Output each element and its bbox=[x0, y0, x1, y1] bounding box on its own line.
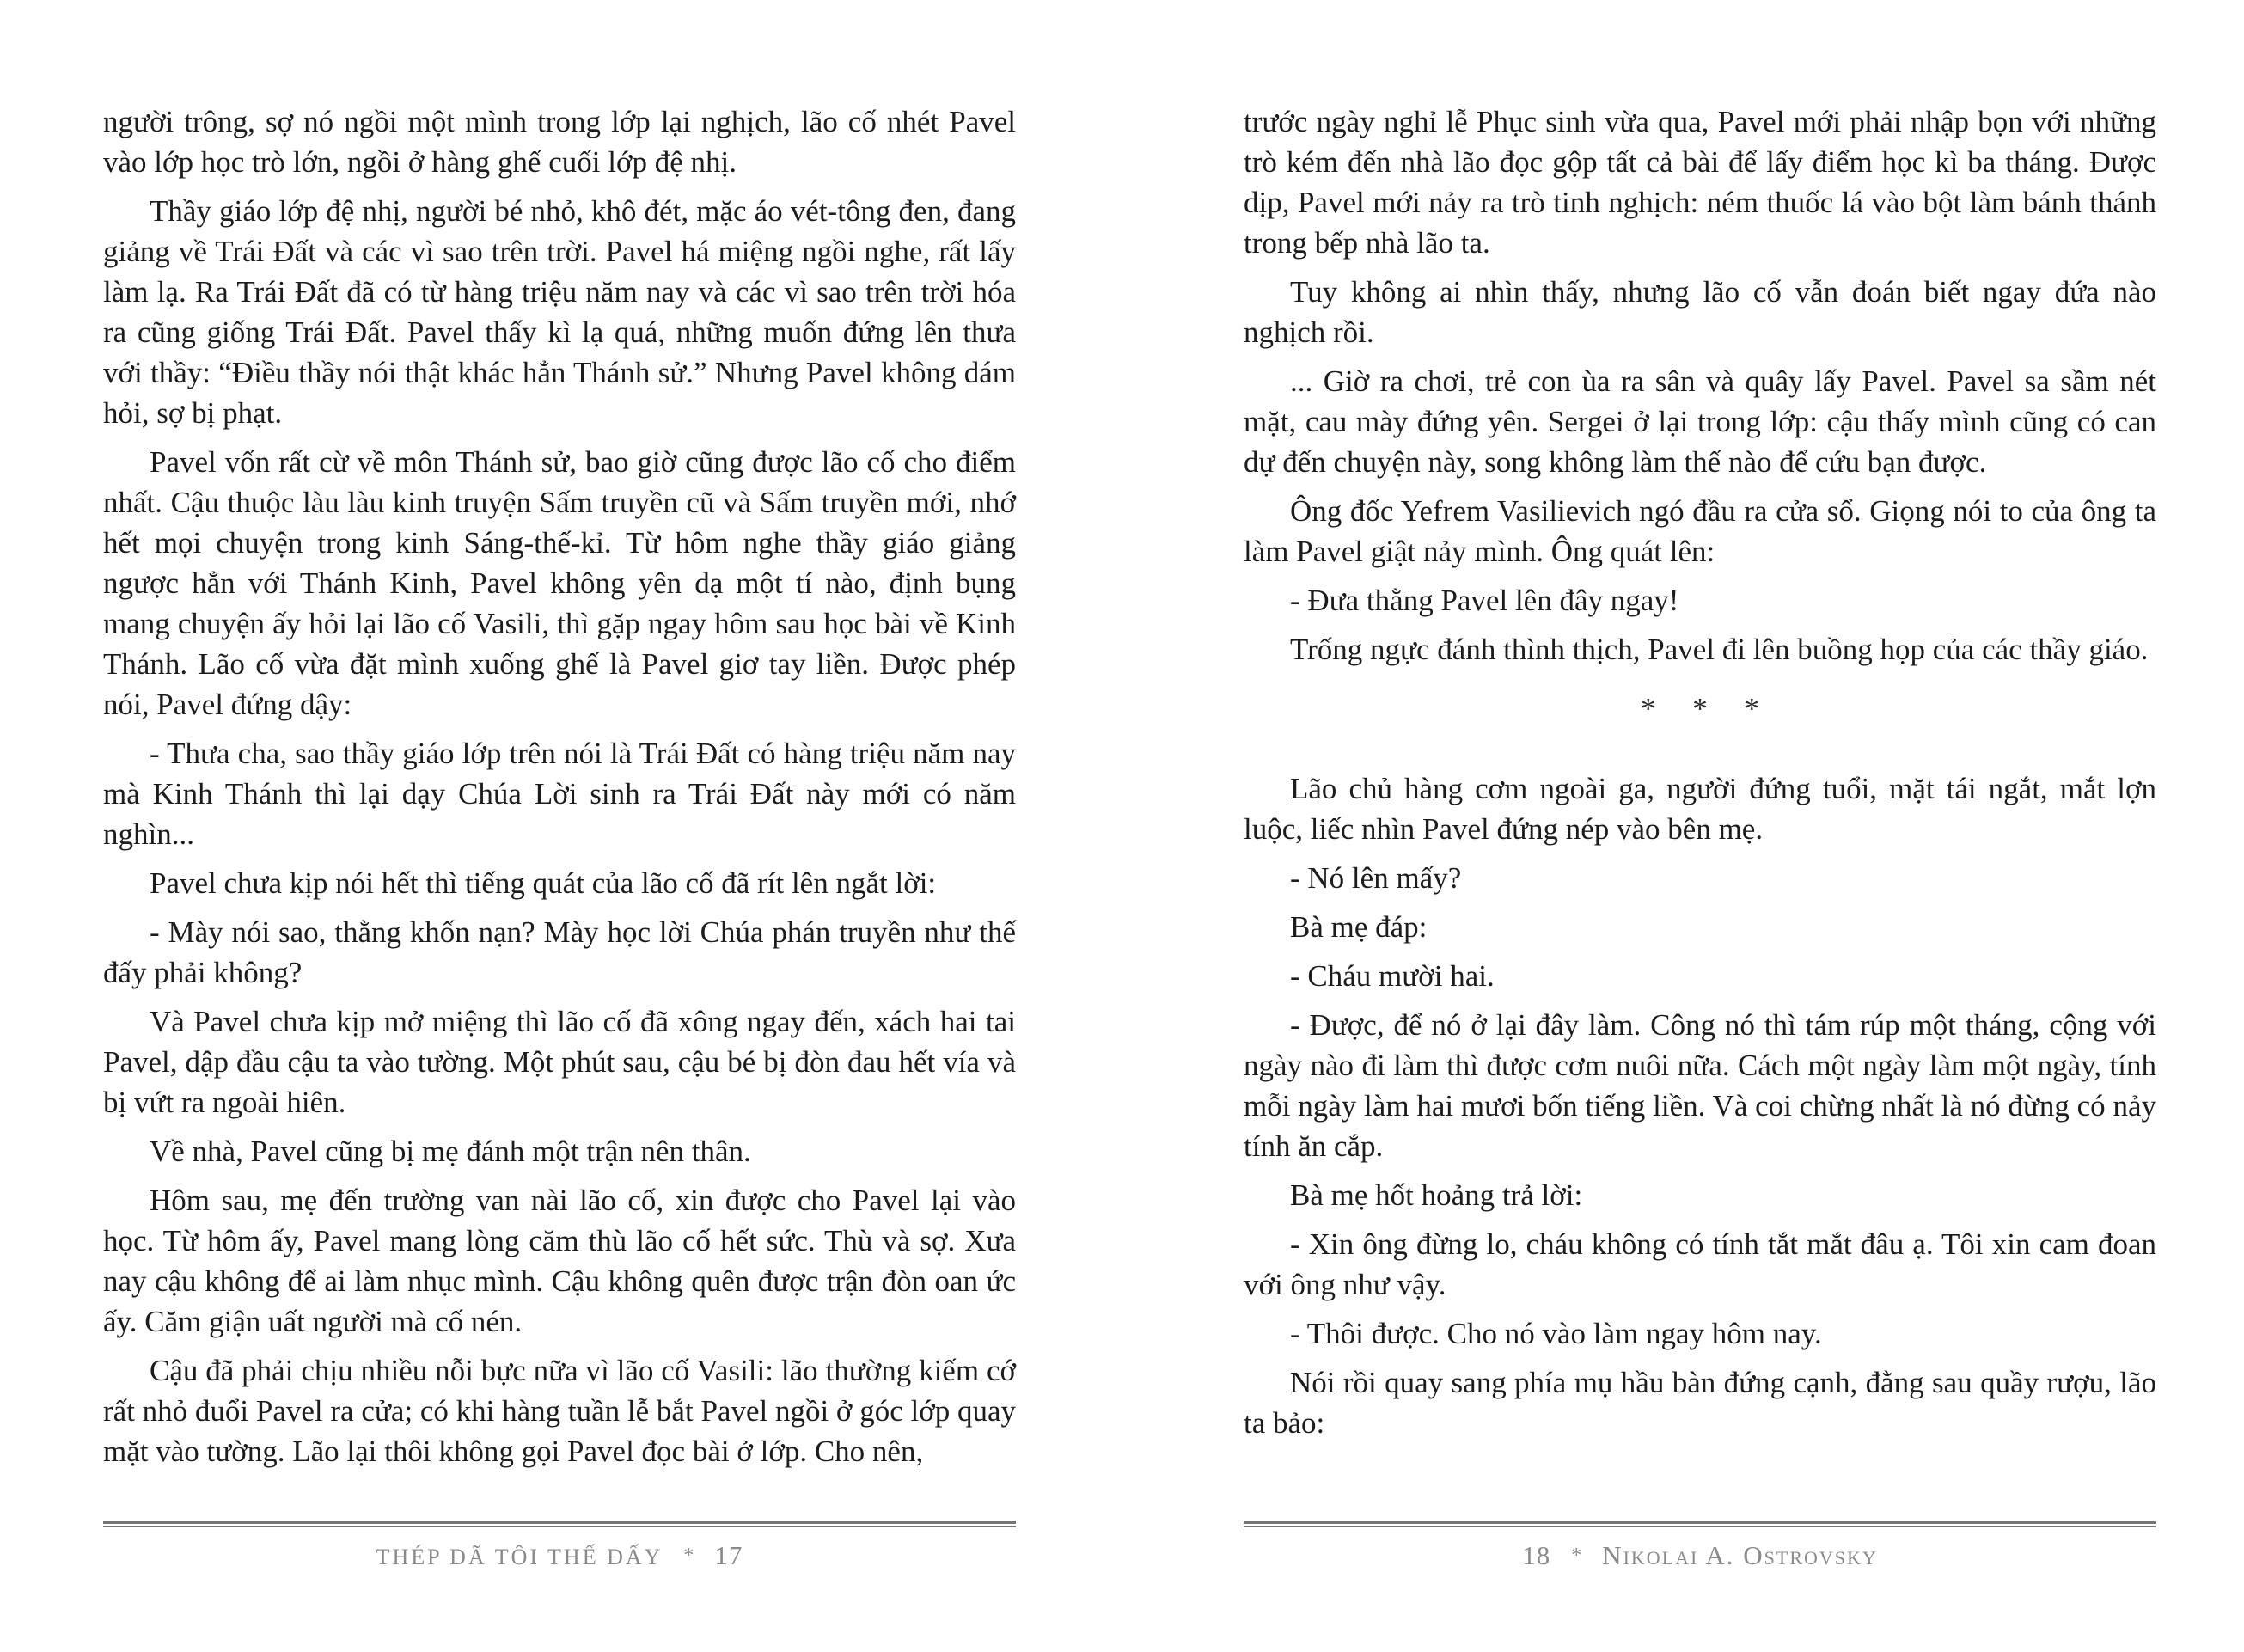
dialogue-paragraph: - Thôi được. Cho nó vào làm ngay hôm nay. bbox=[1290, 1317, 1822, 1350]
section-divider: * * * bbox=[1641, 692, 1759, 725]
dialogue-paragraph: - Đưa thằng Pavel lên đây ngay! bbox=[1290, 584, 1679, 617]
body-paragraph: ... Giờ ra chơi, trẻ con ùa ra sân và quây lấy Pavel. Pavel sa sầm nét mặt, cau mày đứng yên. Sergei ở lại trong lớp: cậu thấy mình cũng có can dự đến chuyện này, song không làm thế nào để cứu bạn được. bbox=[1244, 364, 2156, 479]
body-paragraph: Lão chủ hàng cơm ngoài ga, người đứng tuổi, mặt tái ngắt, mắt lợn luộc, liếc nhìn Pavel đứng nép vào bên mẹ. bbox=[1244, 772, 2156, 846]
right-footer-rule bbox=[1244, 1521, 2156, 1527]
footer-author-name: Nikolai A. Ostrovsky bbox=[1602, 1540, 1878, 1570]
dialogue-paragraph: - Thưa cha, sao thầy giáo lớp trên nói là Trái Đất có hàng triệu năm nay mà Kinh Thánh thì lại dạy Chúa Lời sinh ra Trái Đất này mới có năm nghìn... bbox=[103, 737, 1016, 851]
body-paragraph: Bà mẹ đáp: bbox=[1290, 910, 1428, 944]
body-paragraph: Pavel vốn rất cừ về môn Thánh sử, bao giờ cũng được lão cố cho điểm nhất. Cậu thuộc làu làu kinh truyện Sấm truyền cũ và Sấm truyền mới, nhớ hết mọi chuyện trong kinh Sáng-thế-kỉ. Từ hôm nghe thầy giáo giảng ngược hẳn với Thánh Kinh, Pavel không yên dạ một tí nào, định bụng mang chuyện ấy hỏi lại lão cố Vasili, thì gặp ngay hôm sau học bài về Kinh Thánh. Lão cố vừa đặt mình xuống ghế là Pavel giơ tay liền. Được phép nói, Pavel đứng dậy: bbox=[103, 445, 1016, 721]
left-page-number: 17 bbox=[714, 1540, 743, 1570]
body-paragraph: Và Pavel chưa kịp mở miệng thì lão cố đã xông ngay đến, xách hai tai Pavel, dập đầu cậu ta vào tường. Một phút sau, cậu bé bị đòn đau hết vía và bị vứt ra ngoài hiên. bbox=[103, 1005, 1016, 1119]
body-paragraph: Nói rồi quay sang phía mụ hầu bàn đứng cạnh, đằng sau quầy rượu, lão ta bảo: bbox=[1244, 1366, 2156, 1440]
footer-star-icon: * bbox=[683, 1545, 694, 1567]
body-paragraph: Trống ngực đánh thình thịch, Pavel đi lên buồng họp của các thầy giáo. bbox=[1290, 633, 2149, 666]
body-paragraph: Thầy giáo lớp đệ nhị, người bé nhỏ, khô đét, mặc áo vét-tông đen, đang giảng về Trái Đất và các vì sao trên trời. Pavel há miệng ngồi nghe, rất lấy làm lạ. Ra Trái Đất đã có từ hàng triệu năm nay và các vì sao trên trời hóa ra cũng giống Trái Đất. Pavel thấy kì lạ quá, những muốn đứng lên thưa với thầy: “Điều thầy nói thật khác hẳn Thánh sử.” Nhưng Pavel không dám hỏi, sợ bị phạt. bbox=[103, 194, 1016, 430]
dialogue-paragraph: - Được, để nó ở lại đây làm. Công nó thì tám rúp một tháng, cộng với ngày nào đi làm thì được cơm nuôi nữa. Cách một ngày làm một ngày, tính mỗi ngày làm hai mươi bốn tiếng liền. Và coi chừng nhất là nó đừng có nảy tính ăn cắp. bbox=[1244, 1008, 2156, 1163]
right-page-footer bbox=[1244, 1540, 2156, 1571]
body-paragraph: Về nhà, Pavel cũng bị mẹ đánh một trận nên thân. bbox=[150, 1135, 751, 1168]
dialogue-paragraph: - Xin ông đừng lo, cháu không có tính tắt mắt đâu ạ. Tôi xin cam đoan với ông như vậy. bbox=[1244, 1227, 2156, 1301]
dialogue-paragraph: - Nó lên mấy? bbox=[1290, 861, 1462, 895]
footer-star-icon: * bbox=[1571, 1545, 1582, 1567]
body-paragraph: Tuy không ai nhìn thấy, nhưng lão cố vẫn đoán biết ngay đứa nào nghịch rồi. bbox=[1244, 275, 2156, 349]
footer-book-title: THÉP ĐÃ TÔI THẾ ĐẤY bbox=[376, 1545, 663, 1569]
body-paragraph: Pavel chưa kịp nói hết thì tiếng quát của lão cố đã rít lên ngắt lời: bbox=[150, 866, 937, 900]
body-paragraph: Cậu đã phải chịu nhiều nỗi bực nữa vì lão cố Vasili: lão thường kiếm cớ rất nhỏ đuổi Pavel ra cửa; có khi hàng tuần lễ bắt Pavel ngồi ở góc lớp quay mặt vào tường. Lão lại thôi không gọi Pavel đọc bài ở lớp. Cho nên, bbox=[103, 1354, 1016, 1468]
body-paragraph: trước ngày nghỉ lễ Phục sinh vừa qua, Pavel mới phải nhập bọn với những trò kém đến nhà lão đọc gộp tất cả bài để lấy điểm học kì ba tháng. Được dịp, Pavel mới nảy ra trò tinh nghịch: ném thuốc lá vào bột làm bánh thánh trong bếp nhà lão ta. bbox=[1244, 105, 2156, 260]
dialogue-paragraph: - Mày nói sao, thằng khốn nạn? Mày học lời Chúa phán truyền như thế đấy phải không? bbox=[103, 915, 1016, 989]
body-paragraph: Ông đốc Yefrem Vasilievich ngó đầu ra cửa sổ. Giọng nói to của ông ta làm Pavel giật nảy mình. Ông quát lên: bbox=[1244, 494, 2156, 568]
dialogue-paragraph: - Cháu mười hai. bbox=[1290, 959, 1495, 993]
right-page-number: 18 bbox=[1522, 1540, 1551, 1570]
body-paragraph: người trông, sợ nó ngồi một mình trong lớp lại nghịch, lão cố nhét Pavel vào lớp học trò lớn, ngồi ở hàng ghế cuối lớp đệ nhị. bbox=[103, 105, 1016, 179]
body-paragraph: Hôm sau, mẹ đến trường van nài lão cố, xin được cho Pavel lại vào học. Từ hôm ấy, Pavel mang lòng căm thù lão cố hết sức. Thù và sợ. Xưa nay cậu không để ai làm nhục mình. Cậu không quên được trận đòn oan ức ấy. Căm giận uất người mà cố nén. bbox=[103, 1184, 1016, 1338]
right-page-text-block bbox=[1244, 101, 2156, 1452]
body-paragraph: Bà mẹ hốt hoảng trả lời: bbox=[1290, 1178, 1583, 1212]
